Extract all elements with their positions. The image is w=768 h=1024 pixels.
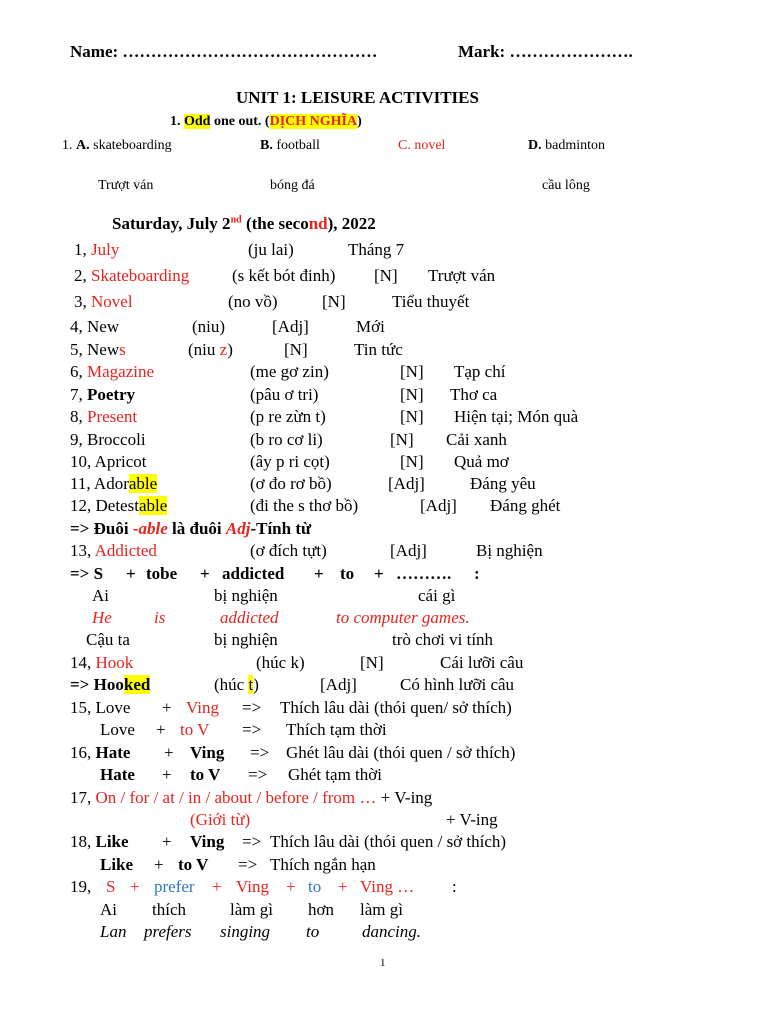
exercise-heading: 1. Odd one out. (DỊCH NGHĨA) [170,114,362,129]
translation-b: bóng đá [270,178,315,193]
option-c: C. novel [398,138,446,153]
vocab-17: 17, On / for / at / in / about / before / from … + V-ing [70,788,433,807]
translation-a: Trượt ván [98,178,154,193]
page-title: UNIT 1: LEISURE ACTIVITIES [236,88,479,107]
option-d: D. badminton [528,138,606,153]
date-heading: Saturday, July 2nd (the second), 2022 [112,214,376,233]
name-field: Name: ……………………………………… [70,42,378,61]
mark-field: Mark: …………………. [458,42,633,61]
rule-able: => Đuôi -able là đuôi Adj-Tính từ [70,519,312,538]
option-b: B. football [260,138,320,153]
translation-d: cầu lông [542,178,590,193]
page-number: 1 [380,957,386,969]
option-a: 1. A. skateboarding [62,138,172,153]
